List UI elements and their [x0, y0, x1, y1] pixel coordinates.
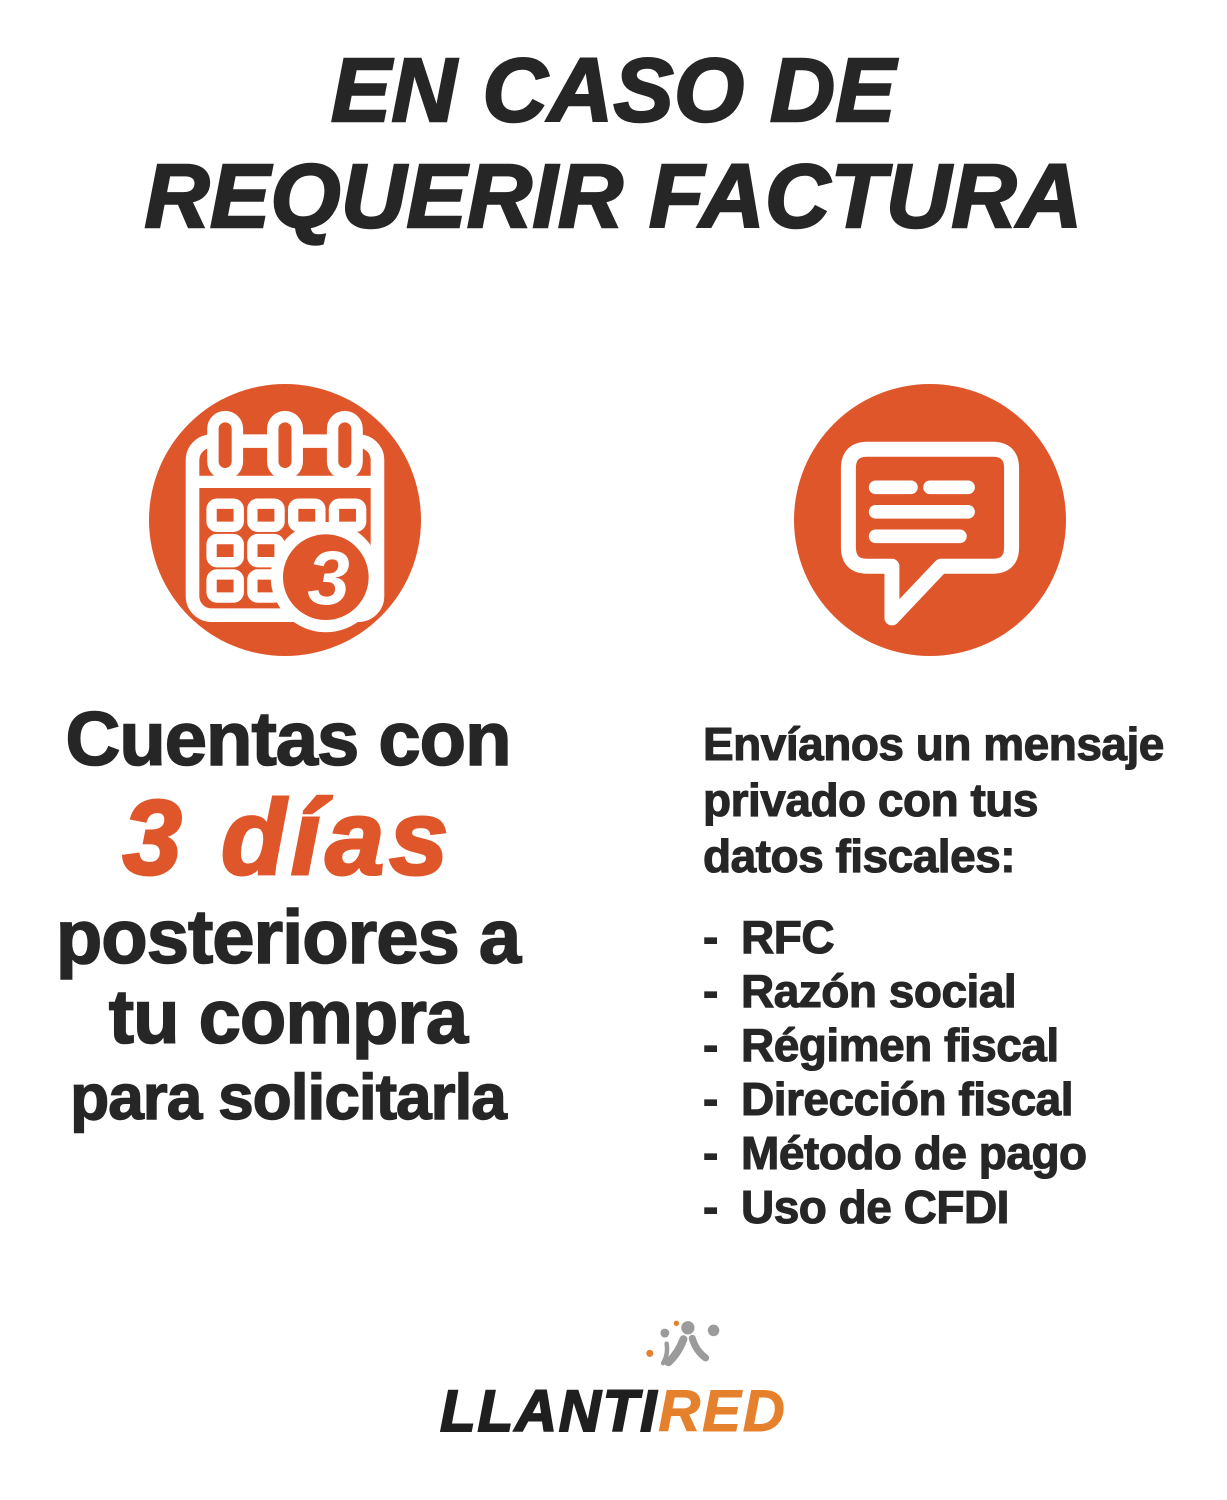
logo-inner	[440, 1326, 787, 1445]
message-instructions-block	[703, 716, 1193, 1234]
title-line-1: EN CASO DE	[330, 41, 897, 141]
deadline-line-3: tu compra	[108, 975, 468, 1060]
list-item	[703, 1126, 1193, 1180]
list-dash: -	[703, 965, 718, 1017]
list-dash: -	[703, 1019, 718, 1071]
list-item-label: Razón social	[741, 965, 1017, 1017]
deadline-line-2: posteriores a	[55, 895, 521, 980]
deadline-line-4: para solicitarla	[70, 1061, 506, 1133]
list-item	[703, 1018, 1193, 1072]
instructions-line-3: datos fiscales:	[703, 830, 1016, 882]
list-item-label: Uso de CFDI	[741, 1181, 1009, 1233]
list-dash: -	[703, 1127, 718, 1179]
page-title	[0, 38, 1227, 250]
chat-circle	[794, 384, 1066, 656]
logo-text-red: RED	[658, 1379, 787, 1444]
list-item	[703, 964, 1193, 1018]
calendar-3-days-icon	[149, 384, 421, 656]
logo-splash-icon	[639, 1318, 735, 1380]
brand-logo	[0, 1326, 1227, 1445]
list-item	[703, 910, 1193, 964]
title-line-2: REQUERIR FACTURA	[144, 147, 1083, 247]
instructions-paragraph	[703, 716, 1193, 884]
list-dash: -	[703, 911, 718, 963]
deadline-text-block	[8, 697, 568, 1136]
deadline-highlight-3-days: 3 días	[122, 779, 454, 897]
calendar-badge-number: 3	[307, 536, 350, 622]
instructions-line-2: privado con tus	[703, 774, 1038, 826]
list-item-label: Método de pago	[741, 1127, 1087, 1179]
instructions-line-1: Envíanos un mensaje	[703, 718, 1164, 770]
fiscal-data-list	[703, 910, 1193, 1234]
logo-wordmark	[440, 1378, 787, 1445]
list-item-label: RFC	[741, 911, 835, 963]
list-item-label: Dirección fiscal	[741, 1073, 1074, 1125]
list-dash: -	[703, 1181, 718, 1233]
list-item	[703, 1180, 1193, 1234]
calendar-circle	[149, 384, 421, 656]
deadline-line-pre: Cuentas con	[65, 697, 511, 782]
list-item	[703, 1072, 1193, 1126]
chat-message-icon	[794, 384, 1066, 656]
logo-text-llanti: LLANTI	[440, 1379, 659, 1444]
list-item-label: Régimen fiscal	[741, 1019, 1059, 1071]
list-dash: -	[703, 1073, 718, 1125]
